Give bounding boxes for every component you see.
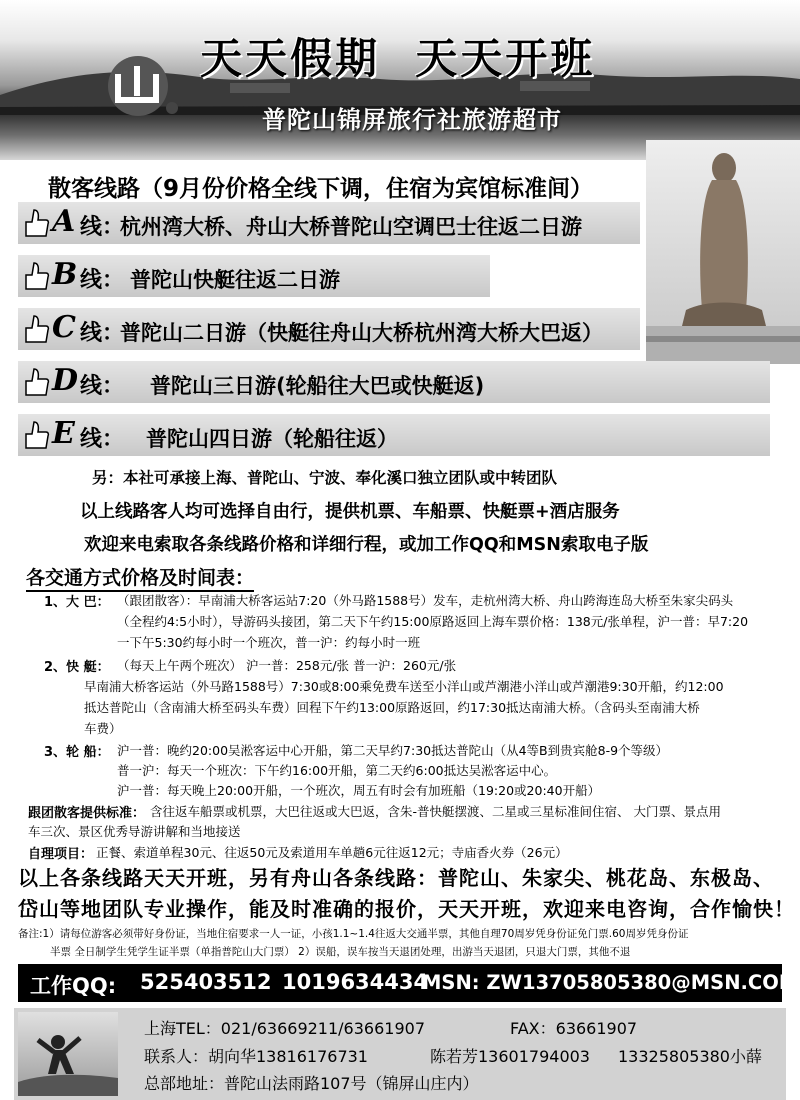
route-suffix: 线：	[80, 374, 125, 399]
header-banner	[0, 0, 800, 160]
route-b[interactable]	[18, 255, 490, 297]
qq-label: 工作QQ:	[30, 974, 117, 998]
routes-title: 散客线路（9月份价格全线下调，住宿为宾馆标准间）	[48, 176, 594, 202]
route-letter: B	[52, 257, 78, 292]
selfpay-line-1: 正餐、索道单程30元、往返50元及索道用车单趟6元往返12元；寺庙香火券（26元）	[96, 845, 568, 860]
transport-title: 各交通方式价格及时间表：	[26, 563, 254, 592]
route-suffix: 线：	[80, 268, 125, 293]
bus-label: 1、大 巴：	[44, 595, 110, 610]
route-letter: C	[52, 310, 76, 345]
hiker-icon	[18, 1012, 118, 1096]
contact-bar	[18, 964, 799, 1002]
route-text: 普陀山四日游（轮船往返）	[146, 427, 398, 451]
qq-number-2[interactable]: 1019634434	[282, 970, 429, 994]
banner-line-1: 以上各条线路天天开班，另有舟山各条线路：普陀山、朱家尖、桃花岛、东极岛、	[18, 866, 774, 890]
route-a[interactable]	[18, 202, 640, 244]
route-suffix: 线：	[80, 427, 125, 452]
route-d[interactable]	[18, 361, 770, 403]
route-text: 杭州湾大桥、舟山大桥普陀山空调巴士往返二日游	[120, 215, 582, 239]
thumbs-up-icon	[20, 365, 50, 399]
route-c[interactable]	[18, 308, 640, 350]
agency-logo	[98, 52, 182, 118]
thumbs-up-icon	[20, 206, 50, 240]
selfpay-label: 自理项目：	[28, 847, 94, 862]
footer-fax: FAX：63661907	[510, 1019, 638, 1038]
standard-line-2: 车三次、景区优秀导游讲解和当地接送	[28, 824, 241, 839]
route-text: 普陀山二日游（快艇往舟山大桥杭州湾大桥大巴返）	[120, 321, 603, 345]
note-line-1: 另：本社可承接上海、普陀山、宁波、奉化溪口独立团队或中转团队	[92, 469, 558, 487]
speedboat-line-2: 早南浦大桥客运站（外马路1588号）7:30或8:00乘免费车送至小洋山或芦潮港小洋山或芦潮港9:30开船，约12:00	[84, 679, 724, 694]
ship-line-1: 沪一普：晚约20:00吴淞客运中心开船，第二天早约7:30抵达普陀山（从4等B到贵宾舱8-9个等级）	[117, 743, 669, 758]
ship-label: 3、轮 船：	[44, 745, 110, 760]
bus-line-2: （全程约4:5小时），导游码头接团，第二天下午约15:00原路返回上海车票价格：138元/张单程，沪一普：早7:20	[117, 614, 749, 629]
footer-tel[interactable]: 上海TEL：021/63669211/63661907	[144, 1019, 425, 1038]
route-letter: E	[52, 416, 75, 451]
footer	[14, 1008, 786, 1100]
standard-label: 跟团散客提供标准：	[28, 806, 146, 821]
thumbs-up-icon	[20, 418, 50, 452]
thumbs-up-icon	[20, 259, 50, 293]
route-suffix: 线：	[80, 215, 125, 240]
msn-address[interactable]: MSN: ZW13705805380@MSN.COM	[422, 971, 799, 994]
speedboat-line-1: （每天上午两个班次） 沪一普：258元/张 普一沪：260元/张	[117, 658, 457, 673]
note-line-2: 以上线路客人均可选择自由行，提供机票、车船票、快艇票+酒店服务	[80, 502, 620, 522]
speedboat-line-4: 车费）	[84, 721, 122, 736]
standard-line-1: 含往返车船票或机票，大巴往返或大巴返，含朱-普快艇摆渡、二星或三星标准间住宿、 大门票、景点用	[150, 804, 721, 819]
footer-contact-3[interactable]: 13325805380小薛	[618, 1047, 762, 1066]
ship-line-3: 沪一普：每天晚上20:00开船，一个班次，周五有时会有加班船（19:20或20:40开船）	[117, 783, 601, 798]
guanyin-statue-image	[646, 140, 800, 364]
route-letter: A	[52, 204, 76, 239]
bus-line-1: （跟团散客）：早南浦大桥客运站7:20（外马路1588号）发车，走杭州湾大桥、舟山跨海连岛大桥至朱家尖码头	[117, 593, 734, 608]
slogan: 天天假期 天天开班	[200, 34, 596, 83]
route-e[interactable]	[18, 414, 770, 456]
route-text: 普陀山三日游(轮船往大巴或快艇返)	[150, 374, 485, 398]
remarks-line-2: 半票 全日制学生凭学生证半票（单指普陀山大门票） 2）误船，误车按当天退团处理，出游当天退团，只退大门票，其他不退	[50, 946, 631, 958]
speedboat-line-3: 抵达普陀山（含南浦大桥至码头车费）回程下午约13:00原路返回，约17:30抵达南浦大桥。（含码头至南浦大桥	[84, 700, 700, 715]
bus-line-3: 一下午5:30约每小时一个班次，普一沪：约每小时一班	[117, 635, 421, 650]
route-letter: D	[52, 363, 79, 398]
statue-icon	[646, 140, 800, 364]
agency-name: 普陀山锦屏旅行社旅游超市	[262, 106, 562, 134]
banner-line-2: 岱山等地团队专业操作，能及时准确的报价，天天开班，欢迎来电咨询，合作愉快！	[18, 897, 795, 921]
speedboat-label: 2、快 艇：	[44, 660, 110, 675]
qq-number-1[interactable]: 525403512	[140, 970, 272, 994]
ship-line-2: 普一沪：每天一个班次：下午约16:00开船，第二天约6:00抵达吴淞客运中心。	[117, 763, 557, 778]
route-suffix: 线：	[80, 321, 125, 346]
thumbs-up-icon	[20, 312, 50, 346]
note-line-3: 欢迎来电索取各条线路价格和详细行程，或加工作QQ和MSN索取电子版	[84, 535, 649, 555]
footer-contact-2[interactable]: 陈若芳13601794003	[430, 1047, 590, 1066]
route-text: 普陀山快艇往返二日游	[130, 268, 340, 292]
hiker-image	[18, 1012, 118, 1096]
footer-contact-1[interactable]: 联系人：胡向华13816176731	[144, 1047, 368, 1066]
remarks-line-1: 备注:1）请每位游客必须带好身份证，当地住宿要求一人一证，小孩1.1~1.4往返大交通半票，其他自理70周岁凭身份证免门票.60周岁凭身份证	[18, 928, 689, 940]
footer-address: 总部地址：普陀山法雨路107号（锦屏山庄内）	[144, 1074, 479, 1093]
